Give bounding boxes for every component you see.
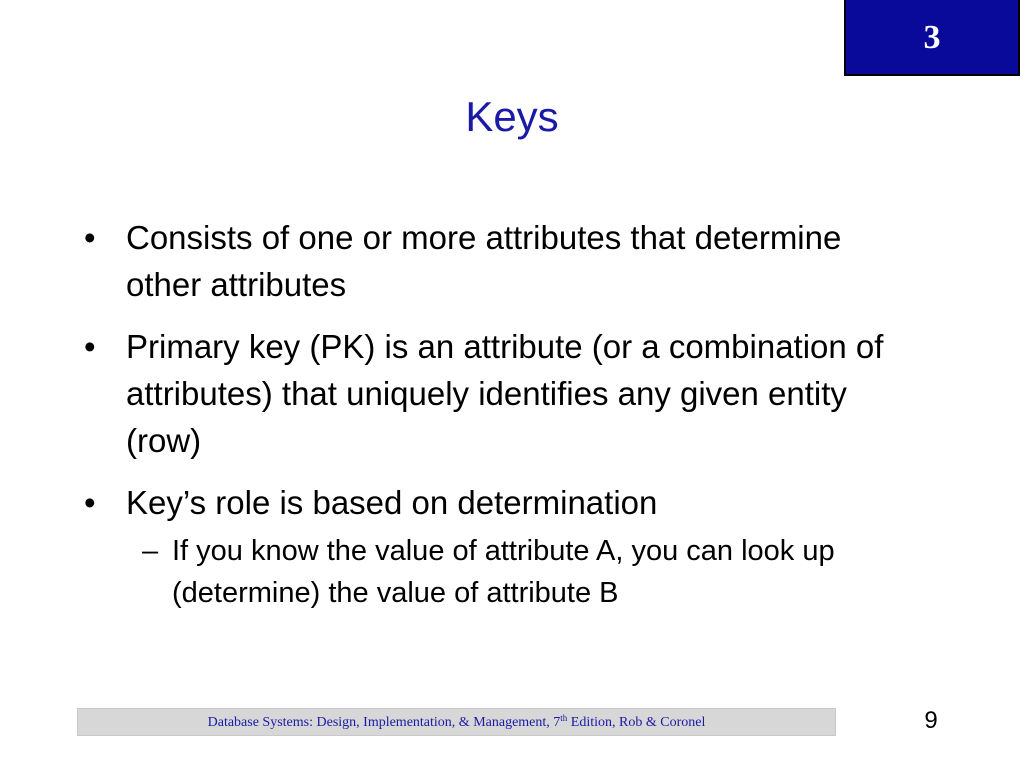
sub-bullet-marker: – xyxy=(142,535,159,567)
footer-text-after: Edition, Rob & Coronel xyxy=(567,715,706,730)
bullet-list xyxy=(84,214,924,629)
bullet-marker: • xyxy=(84,219,96,256)
slide-title: Keys xyxy=(465,93,559,140)
bullet-text: Consists of one or more attributes that determine other attributes xyxy=(126,219,842,303)
footer-text-before: Database Systems: Design, Implementation, & Management, 7 xyxy=(207,715,561,730)
bullet-item xyxy=(84,214,924,308)
sub-bullet-list xyxy=(126,530,924,614)
bullet-item xyxy=(84,323,924,464)
bullet-marker: • xyxy=(84,328,96,365)
sub-bullet-item xyxy=(126,530,924,614)
footer-superscript: th xyxy=(560,713,568,723)
bullet-text: Primary key (PK) is an attribute (or a combination of attributes) that uniquely identifies any given entity (row) xyxy=(126,328,884,459)
page-number: 9 xyxy=(924,707,938,734)
footer-citation xyxy=(78,714,835,731)
bullet-item xyxy=(84,479,924,614)
bullet-marker: • xyxy=(84,484,96,521)
chapter-number: 3 xyxy=(923,19,941,56)
bullet-text: Key’s role is based on determination xyxy=(126,484,658,521)
chapter-badge xyxy=(844,0,1020,76)
sub-bullet-text: If you know the value of attribute A, you can look up (determine) the value of attribute B xyxy=(172,535,835,609)
footer-bar xyxy=(77,708,836,736)
